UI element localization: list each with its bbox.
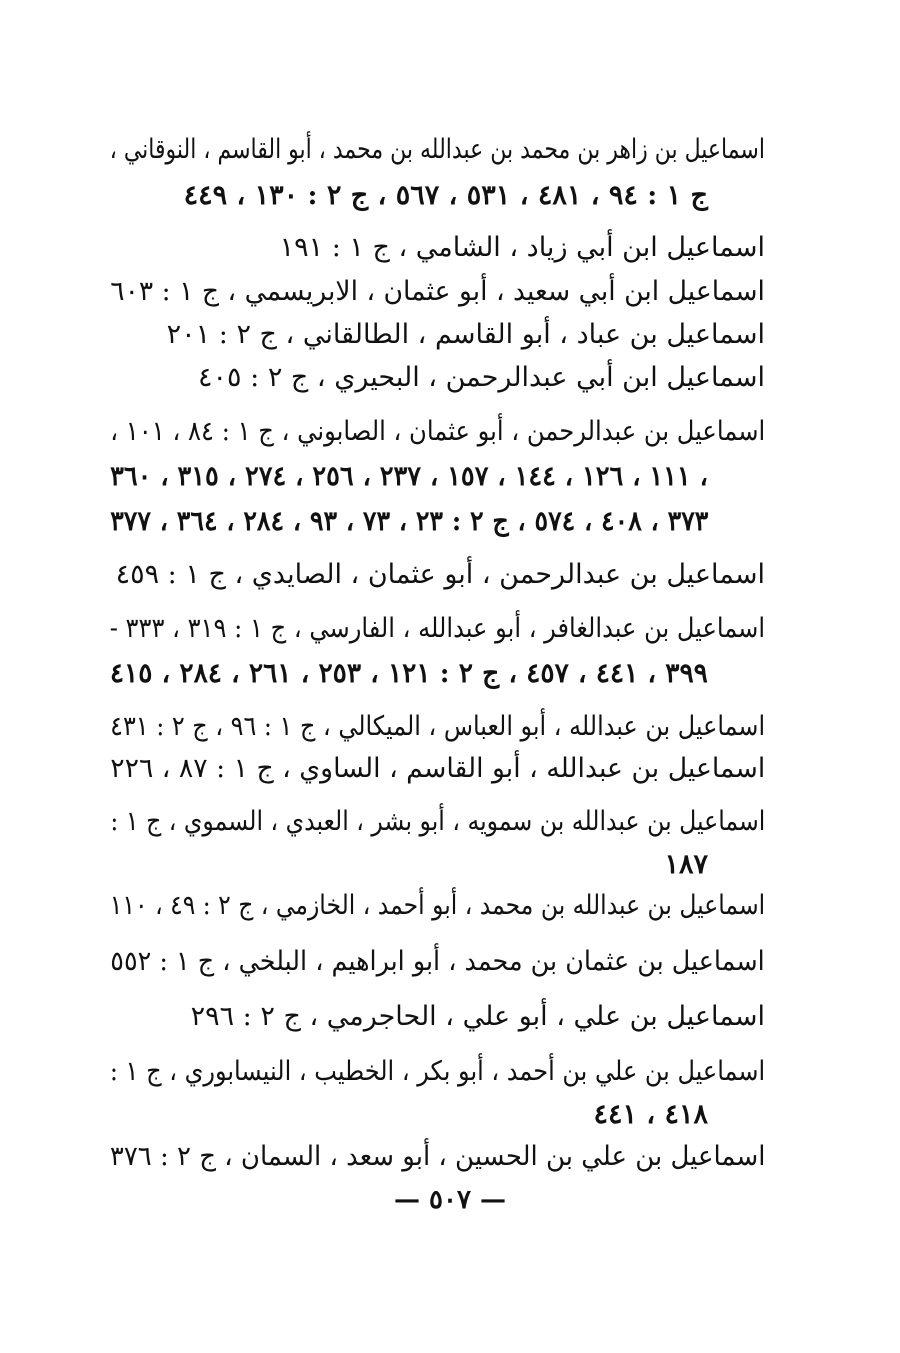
entry-line: اسماعيل ابن أبي زياد ، الشامي ، ج ١ : ١٩١ <box>279 232 765 263</box>
entry-line: اسماعيل ابن أبي عبدالرحمن ، البحيري ، ج ٢ : ٤٠٥ <box>198 362 765 393</box>
entry-line: اسماعيل بن علي بن أحمد ، أبو بكر ، الخطيب ، النيسابوري ، ج ١ : <box>109 1056 765 1087</box>
entry-line: اسماعيل بن عبدالله بن محمد ، أبو أحمد ، الخازمي ، ج ٢ : ٤٩ ، ١١٠ <box>109 890 765 921</box>
entry-line: اسماعيل بن علي بن الحسين ، أبو سعد ، السمان ، ج ٢ : ٣٧٦ <box>109 1141 765 1172</box>
entry-line: اسماعيل بن علي ، أبو علي ، الحاجرمي ، ج ٢ : ٢٩٦ <box>190 1001 765 1032</box>
entry-line: ج ١ : ٩٤ ، ٤٨١ ، ٥٣١ ، ٥٦٧ ، ج ٢ : ١٣٠ ، ٤٤٩ <box>183 180 708 211</box>
entry-line: ١١١ ، ١٢٦ ، ١٤٤ ، ١٥٧ ، ٢٣٧ ، ٢٥٦ ، ٢٧٤ ، ٣١٥ ، ٣٦٠ ، <box>110 461 708 492</box>
entry-line: ٣٩٩ ، ٤٤١ ، ٤٥٧ ، ج ٢ : ١٢١ ، ٢٥٣ ، ٢٦١ ، ٢٨٤ ، ٤١٥ <box>109 658 708 689</box>
entry-line: اسماعيل بن عبدالله بن سمويه ، أبو بشر ، العبدي ، السموي ، ج ١ : <box>110 806 766 837</box>
entry-line: اسماعيل بن عبدالغافر ، أبو عبدالله ، الفارسي ، ج ١ : ٣١٩ ، ٣٣٣ - <box>109 613 765 644</box>
entry-line: اسماعيل بن عباد ، أبو القاسم ، الطالقاني ، ج ٢ : ٢٠١ <box>166 319 765 350</box>
entry-line: اسماعيل بن زاهر بن محمد بن عبدالله بن محمد ، أبو القاسم ، النوقاني ، <box>109 134 765 165</box>
entry-line: اسماعيل ابن أبي سعيد ، أبو عثمان ، الابريسمي ، ج ١ : ٦٠٣ <box>110 276 766 307</box>
entry-line: اسماعيل بن عبدالله ، أبو العباس ، الميكالي ، ج ١ : ٩٦ ، ج ٢ : ٤٣١ <box>110 711 765 742</box>
page-number: — ٥٠٧ — <box>393 1185 507 1215</box>
entry-line: ١٨٧ <box>664 849 708 880</box>
entry-line: ٤١٨ ، ٤٤١ <box>593 1099 708 1130</box>
entry-line: اسماعيل بن عبدالله ، أبو القاسم ، الساوي ، ج ١ : ٨٧ ، ٢٢٦ <box>109 753 766 784</box>
entry-line: اسماعيل بن عثمان بن محمد ، أبو ابراهيم ، البلخي ، ج ١ : ٥٥٢ <box>110 946 765 977</box>
entry-line: ٣٧٣ ، ٤٠٨ ، ٥٧٤ ، ج ٢ : ٢٣ ، ٧٣ ، ٩٣ ، ٢٨٤ ، ٣٦٤ ، ٣٧٧ <box>109 506 708 537</box>
entry-line: اسماعيل بن عبدالرحمن ، أبو عثمان ، الصابوني ، ج ١ : ٨٤ ، ١٠١ ، <box>109 416 766 447</box>
entry-line: اسماعيل بن عبدالرحمن ، أبو عثمان ، الصايدي ، ج ١ : ٤٥٩ <box>115 559 765 590</box>
